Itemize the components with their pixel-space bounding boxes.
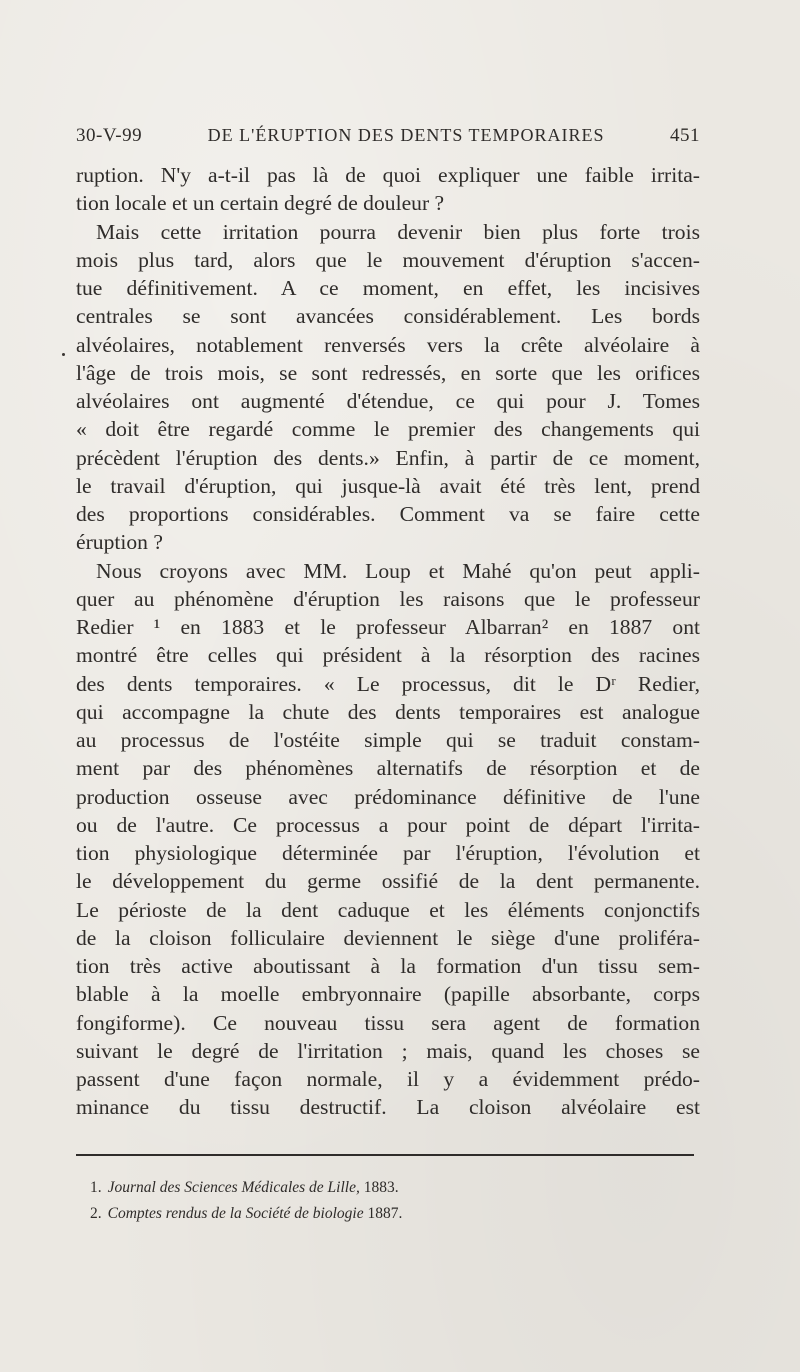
text-line: blable à la moelle embryonnaire (papille absorbante, corps	[76, 982, 700, 1007]
footnote-1	[90, 1175, 402, 1201]
text-line: au processus de l'ostéite simple qui se traduit constam-	[76, 728, 700, 752]
footnote-text: Journal des Sciences Médicales de Lille,	[107, 1179, 360, 1196]
text-line: le développement du germe ossifié de la dent permanente.	[76, 869, 700, 894]
text-line: Mais cette irritation pourra devenir bien plus forte trois	[96, 219, 700, 244]
text-line: montré être celles qui président à la résorption des racines	[76, 643, 700, 668]
text-line: quer au phénomène d'éruption les raisons que le professeur	[76, 586, 700, 611]
text-line: tion très active aboutissant à la formation d'un tissu sem-	[76, 954, 700, 978]
text-line: Nous croyons avec MM. Loup et Mahé qu'on peut appli-	[96, 558, 700, 583]
header-date: 30-V-99	[76, 125, 143, 146]
text-line: fongiforme). Ce nouveau tissu sera agent de formation	[76, 1010, 700, 1035]
text-line: l'âge de trois mois, se sont redressés, en sorte que les orifices	[76, 360, 700, 385]
running-header	[76, 125, 700, 155]
text-line: de la cloison folliculaire deviennent le siège d'une proliféra-	[76, 925, 700, 950]
text-line: ou de l'autre. Ce processus a pour point de départ l'irrita-	[76, 812, 700, 837]
footnotes	[90, 1175, 402, 1227]
footnote-year: 1883.	[363, 1179, 399, 1196]
footnote-divider	[76, 1154, 694, 1156]
footnote-text: Comptes rendus de la Société de biologie	[107, 1205, 364, 1222]
text-line: minance du tissu destructif. La cloison alvéolaire est	[76, 1095, 700, 1120]
text-line: mois plus tard, alors que le mouvement d'éruption s'accen-	[76, 247, 700, 272]
text-line: ment par des phénomènes alternatifs de résorption et de	[76, 756, 700, 781]
text-line: passent d'une façon normale, il y a évidemment prédo-	[76, 1067, 700, 1091]
text-line: ruption. N'y a-t-il pas là de quoi expliquer une faible irrita-	[76, 163, 700, 187]
footnote-year: 1887.	[367, 1205, 403, 1222]
text-line: Redier ¹ en 1883 et le professeur Albarran² en 1887 ont	[76, 615, 700, 639]
text-line: qui accompagne la chute des dents temporaires est analogue	[76, 699, 700, 724]
text-line: Le périoste de la dent caduque et les éléments conjonctifs	[76, 897, 700, 922]
text-line: tion physiologique déterminée par l'éruption, l'évolution et	[76, 841, 700, 865]
text-line: éruption ?	[76, 530, 163, 555]
margin-dot-mark	[62, 353, 65, 356]
text-line: tion locale et un certain degré de douleur ?	[76, 191, 445, 216]
text-line: des dents temporaires. « Le processus, dit le Dʳ Redier,	[76, 671, 700, 696]
text-line: centrales se sont avancées considérablement. Les bords	[76, 304, 700, 329]
text-line: suivant le degré de l'irritation ; mais, quand les choses se	[76, 1038, 700, 1063]
text-line: précèdent l'éruption des dents.» Enfin, à partir de ce moment,	[76, 445, 700, 470]
text-line: des proportions considérables. Comment va se faire cette	[76, 502, 700, 526]
footnote-2	[90, 1201, 402, 1227]
footnote-number: 2.	[90, 1205, 102, 1222]
text-line: « doit être regardé comme le premier des changements qui	[76, 417, 700, 442]
text-line: tue définitivement. A ce moment, en effet, les incisives	[76, 276, 700, 300]
text-line: alvéolaires, notablement renversés vers la crête alvéolaire à	[76, 332, 700, 357]
text-line: le travail d'éruption, qui jusque-là avait été très lent, prend	[76, 473, 700, 498]
running-title: DE L'ÉRUPTION DES DENTS TEMPORAIRES	[207, 125, 605, 145]
page-number: 451	[669, 125, 700, 146]
footnote-number: 1.	[90, 1179, 102, 1196]
body-text	[76, 161, 700, 1122]
text-line: alvéolaires ont augmenté d'étendue, ce qui pour J. Tomes	[76, 389, 700, 413]
text-line: production osseuse avec prédominance définitive de l'une	[76, 784, 700, 809]
